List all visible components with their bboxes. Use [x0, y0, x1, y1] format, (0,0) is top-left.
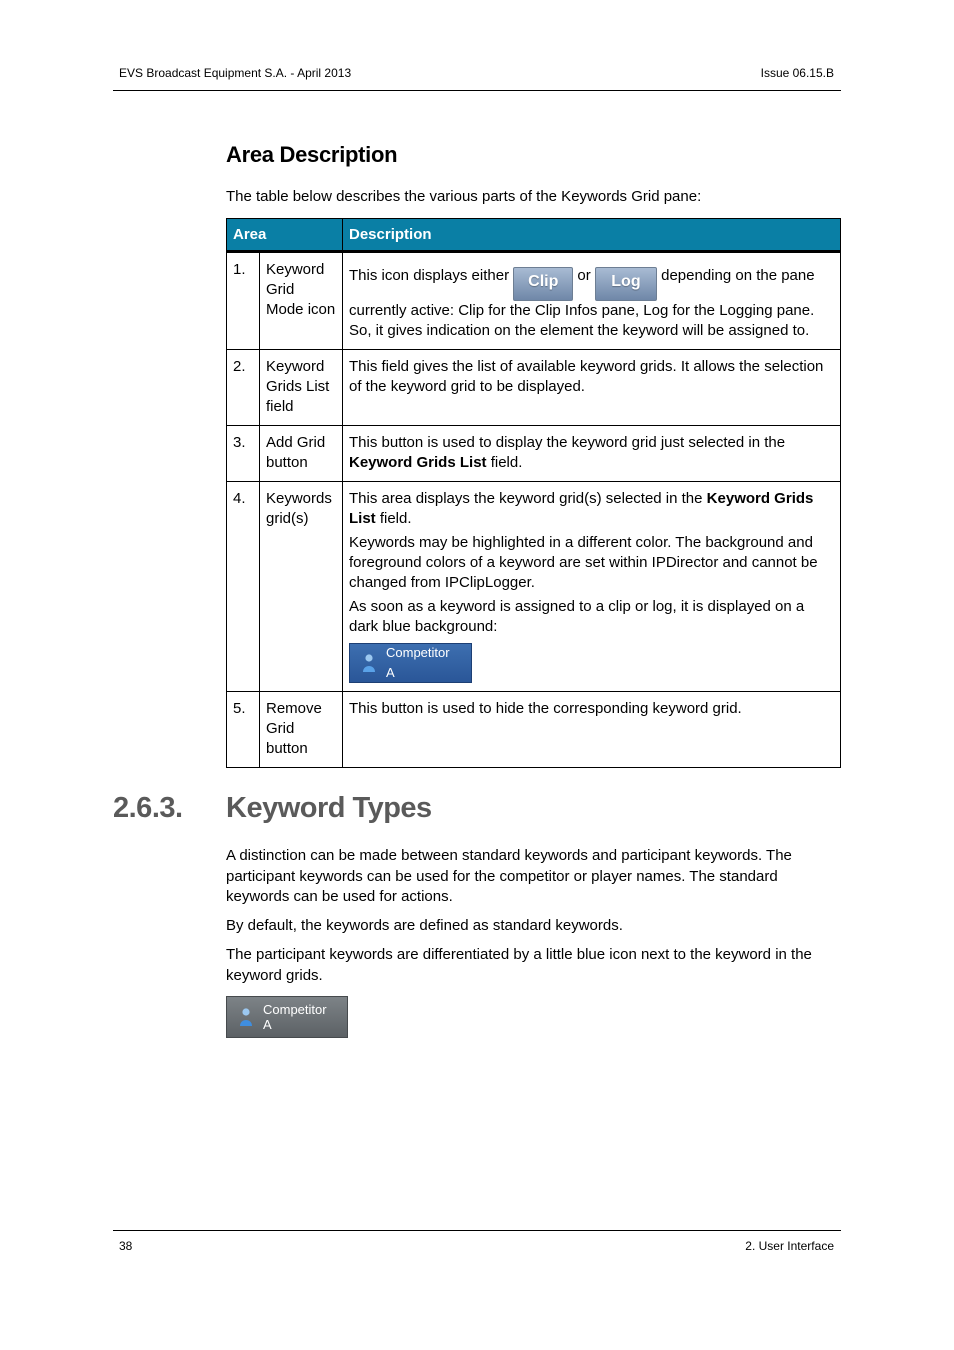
row-area: Keyword Grid Mode icon — [260, 252, 343, 350]
desc-text-cont: field. — [379, 510, 412, 527]
heading-number: 2.6.3. — [113, 792, 183, 824]
row-number: 5. — [227, 692, 260, 768]
row-area: Keyword Grids List field — [260, 350, 343, 426]
row-description — [343, 426, 841, 482]
desc-paragraph: Keywords may be highlighted in a different color. The background and foreground colors of a keyword are set within IPDirector and cannot be changed from IPClipLogger. — [349, 534, 818, 591]
row-area: Add Grid button — [260, 426, 343, 482]
row-area: Keywords grid(s) — [260, 482, 343, 692]
desc-paragraph: As soon as a keyword is assigned to a clip or log, it is displayed on a dark blue background: — [349, 598, 805, 635]
row-description: This button is used to hide the corresponding keyword grid. — [343, 692, 841, 768]
page-header — [113, 60, 841, 91]
heading-title: Keyword Types — [226, 792, 432, 824]
table-header-row — [227, 219, 841, 252]
desc-bold-term: Keyword Grids List — [349, 454, 487, 471]
header-publisher: EVS Broadcast Equipment S.A. - April 2013 — [119, 66, 352, 80]
footer-chapter: 2. User Interface — [745, 1239, 834, 1253]
keyword-label: Competitor A — [263, 1002, 327, 1032]
participant-keyword-button — [226, 996, 348, 1038]
log-mode-icon: Log — [595, 267, 657, 301]
row-description — [343, 482, 841, 692]
participant-icon — [360, 653, 378, 673]
section-title: Area Description — [226, 142, 398, 167]
assigned-keyword-button — [349, 643, 472, 683]
area-description-table — [226, 218, 841, 768]
desc-text: This button is used to display the keyword grid just selected in the — [349, 434, 786, 451]
keyword-types-paragraph-2: By default, the keywords are defined as standard keywords. — [226, 917, 623, 934]
row-description: This field gives the list of available keyword grids. It allows the selection of the keyword grid to be displayed. — [343, 350, 841, 426]
table-row — [227, 350, 841, 426]
keyword-label: Competitor A — [386, 645, 450, 680]
keyword-types-paragraph-3: The participant keywords are differentiated by a little blue icon next to the keyword in the keyword grids. — [226, 946, 812, 984]
clip-mode-icon: Clip — [513, 267, 573, 301]
row-area: Remove Grid button — [260, 692, 343, 768]
row-description — [343, 252, 841, 350]
keyword-types-heading — [113, 792, 432, 825]
desc-text-cont: field. — [490, 454, 523, 471]
section-intro: The table below describes the various parts of the Keywords Grid pane: — [226, 188, 702, 205]
table-row — [227, 426, 841, 482]
row-number: 2. — [227, 350, 260, 426]
participant-icon — [237, 1007, 255, 1027]
desc-bold-term: Keyword Grids List — [349, 490, 814, 527]
table-row — [227, 482, 841, 692]
header-issue: Issue 06.15.B — [760, 66, 834, 80]
page-number: 38 — [119, 1239, 133, 1253]
row-number: 3. — [227, 426, 260, 482]
desc-text: This area displays the keyword grid(s) selected in the — [349, 490, 703, 507]
col-header-description: Description — [343, 219, 841, 252]
page-footer — [113, 1230, 841, 1253]
desc-text: This icon displays either — [349, 267, 510, 284]
keyword-types-paragraph-1: A distinction can be made between standard keywords and participant keywords. The participant keywords can be used for the competitor or player names. The standard keywords can be used for actions. — [226, 847, 792, 905]
row-number: 1. — [227, 252, 260, 350]
desc-text-cont: depending on the pane currently active: Clip for the Clip Infos pane, Log for the Logging pane. So, it gives indication on the element the keyword will be assigned to. — [349, 267, 815, 339]
table-row — [227, 252, 841, 350]
desc-or: or — [577, 267, 591, 284]
table-row — [227, 692, 841, 768]
row-number: 4. — [227, 482, 260, 692]
col-header-area: Area — [227, 219, 343, 252]
